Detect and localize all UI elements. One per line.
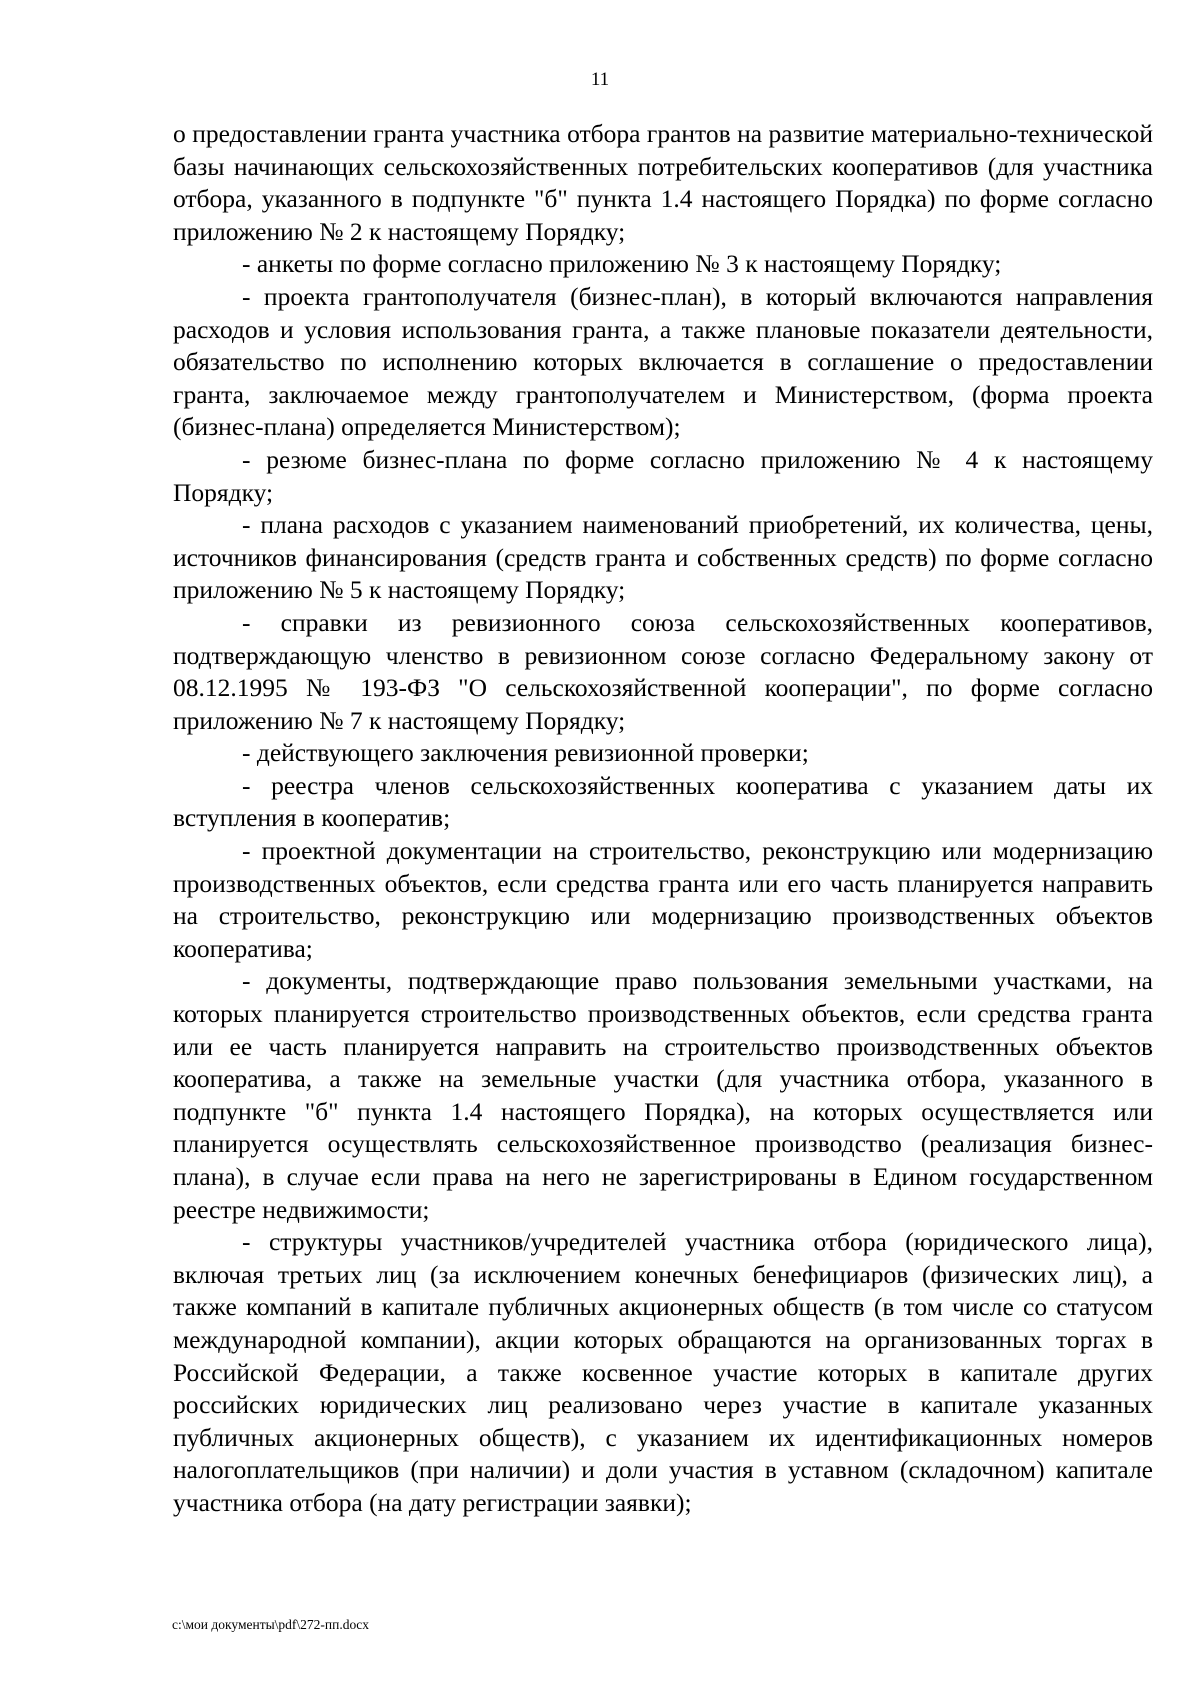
page-number: 11	[590, 69, 610, 90]
paragraph-9: - проектной документации на строительство, реконструкцию или модернизацию производственных объектов, если средства гранта или его часть планируется направить на строительство, реконструкцию или модернизацию производственных объектов кооператива;	[173, 836, 1153, 963]
body-text	[173, 118, 1153, 1520]
paragraph-10: - документы, подтверждающие право пользования земельными участками, на которых планируется строительство производственных объектов, если средства гранта или ее часть планируется направить на строительство производственных объектов кооператива, а также на земельные участки (для участника отбора, указанного в подпункте "б" пункта 1.4 настоящего Порядка), на которых осуществляется или планируется осуществлять сельскохозяйственное производство (реализация бизнес-плана), в случае если права на него не зарегистрированы в Едином государственном реестре недвижимости;	[173, 966, 1153, 1224]
paragraph-5: - плана расходов с указанием наименований приобретений, их количества, цены, источников финансирования (средств гранта и собственных средств) по форме согласно приложению № 5 к настоящему Порядку;	[173, 510, 1153, 605]
paragraph-1: о предоставлении гранта участника отбора грантов на развитие материально-технической базы начинающих сельскохозяйственных потребительских кооперативов (для участника отбора, указанного в подпункте "б" пункта 1.4 настоящего Порядка) по форме согласно приложению № 2 к настоящему Порядку;	[173, 119, 1153, 246]
paragraph-8: - реестра членов сельскохозяйственных кооператива с указанием даты их вступления в кооператив;	[173, 770, 1153, 833]
paragraph-11: - структуры участников/учредителей участника отбора (юридического лица), включая третьих лиц (за исключением конечных бенефициаров (физических лиц), а также компаний в капитале публичных акционерных обществ (в том числе со статусом международной компании), акции которых обращаются на организованных торгах в Российской Федерации, а также косвенное участие которых в капитале других российских юридических лиц реализовано через участие в капитале указанных публичных акционерных обществ), с указанием их идентификационных номеров налогоплательщиков (при наличии) и доли участия в уставном (складочном) капитале участника отбора (на дату регистрации заявки);	[173, 1227, 1153, 1517]
paragraph-4: - резюме бизнес-плана по форме согласно приложению № 4 к настоящему Порядку;	[173, 444, 1153, 507]
paragraph-6: - справки из ревизионного союза сельскохозяйственных кооперативов, подтверждающую членство в ревизионном союзе согласно Федеральному закону от 08.12.1995 № 193-ФЗ "О сельскохозяйственной кооперации", по форме согласно приложению № 7 к настоящему Порядку;	[173, 607, 1153, 735]
paragraph-3: - проекта грантополучателя (бизнес-план), в который включаются направления расходов и условия использования гранта, а также плановые показатели деятельности, обязательство по исполнению которых включается в соглашение о предоставлении гранта, заключаемое между грантополучателем и Министерством, (форма проекта (бизнес-плана) определяется Министерством);	[173, 281, 1153, 442]
paragraph-7: - действующего заключения ревизионной проверки;	[242, 738, 809, 768]
paragraph-2: - анкеты по форме согласно приложению № 3 к настоящему Порядку;	[242, 249, 1002, 279]
footer-file-path: c:\мои документы\pdf\272-пп.docx	[172, 1617, 369, 1632]
